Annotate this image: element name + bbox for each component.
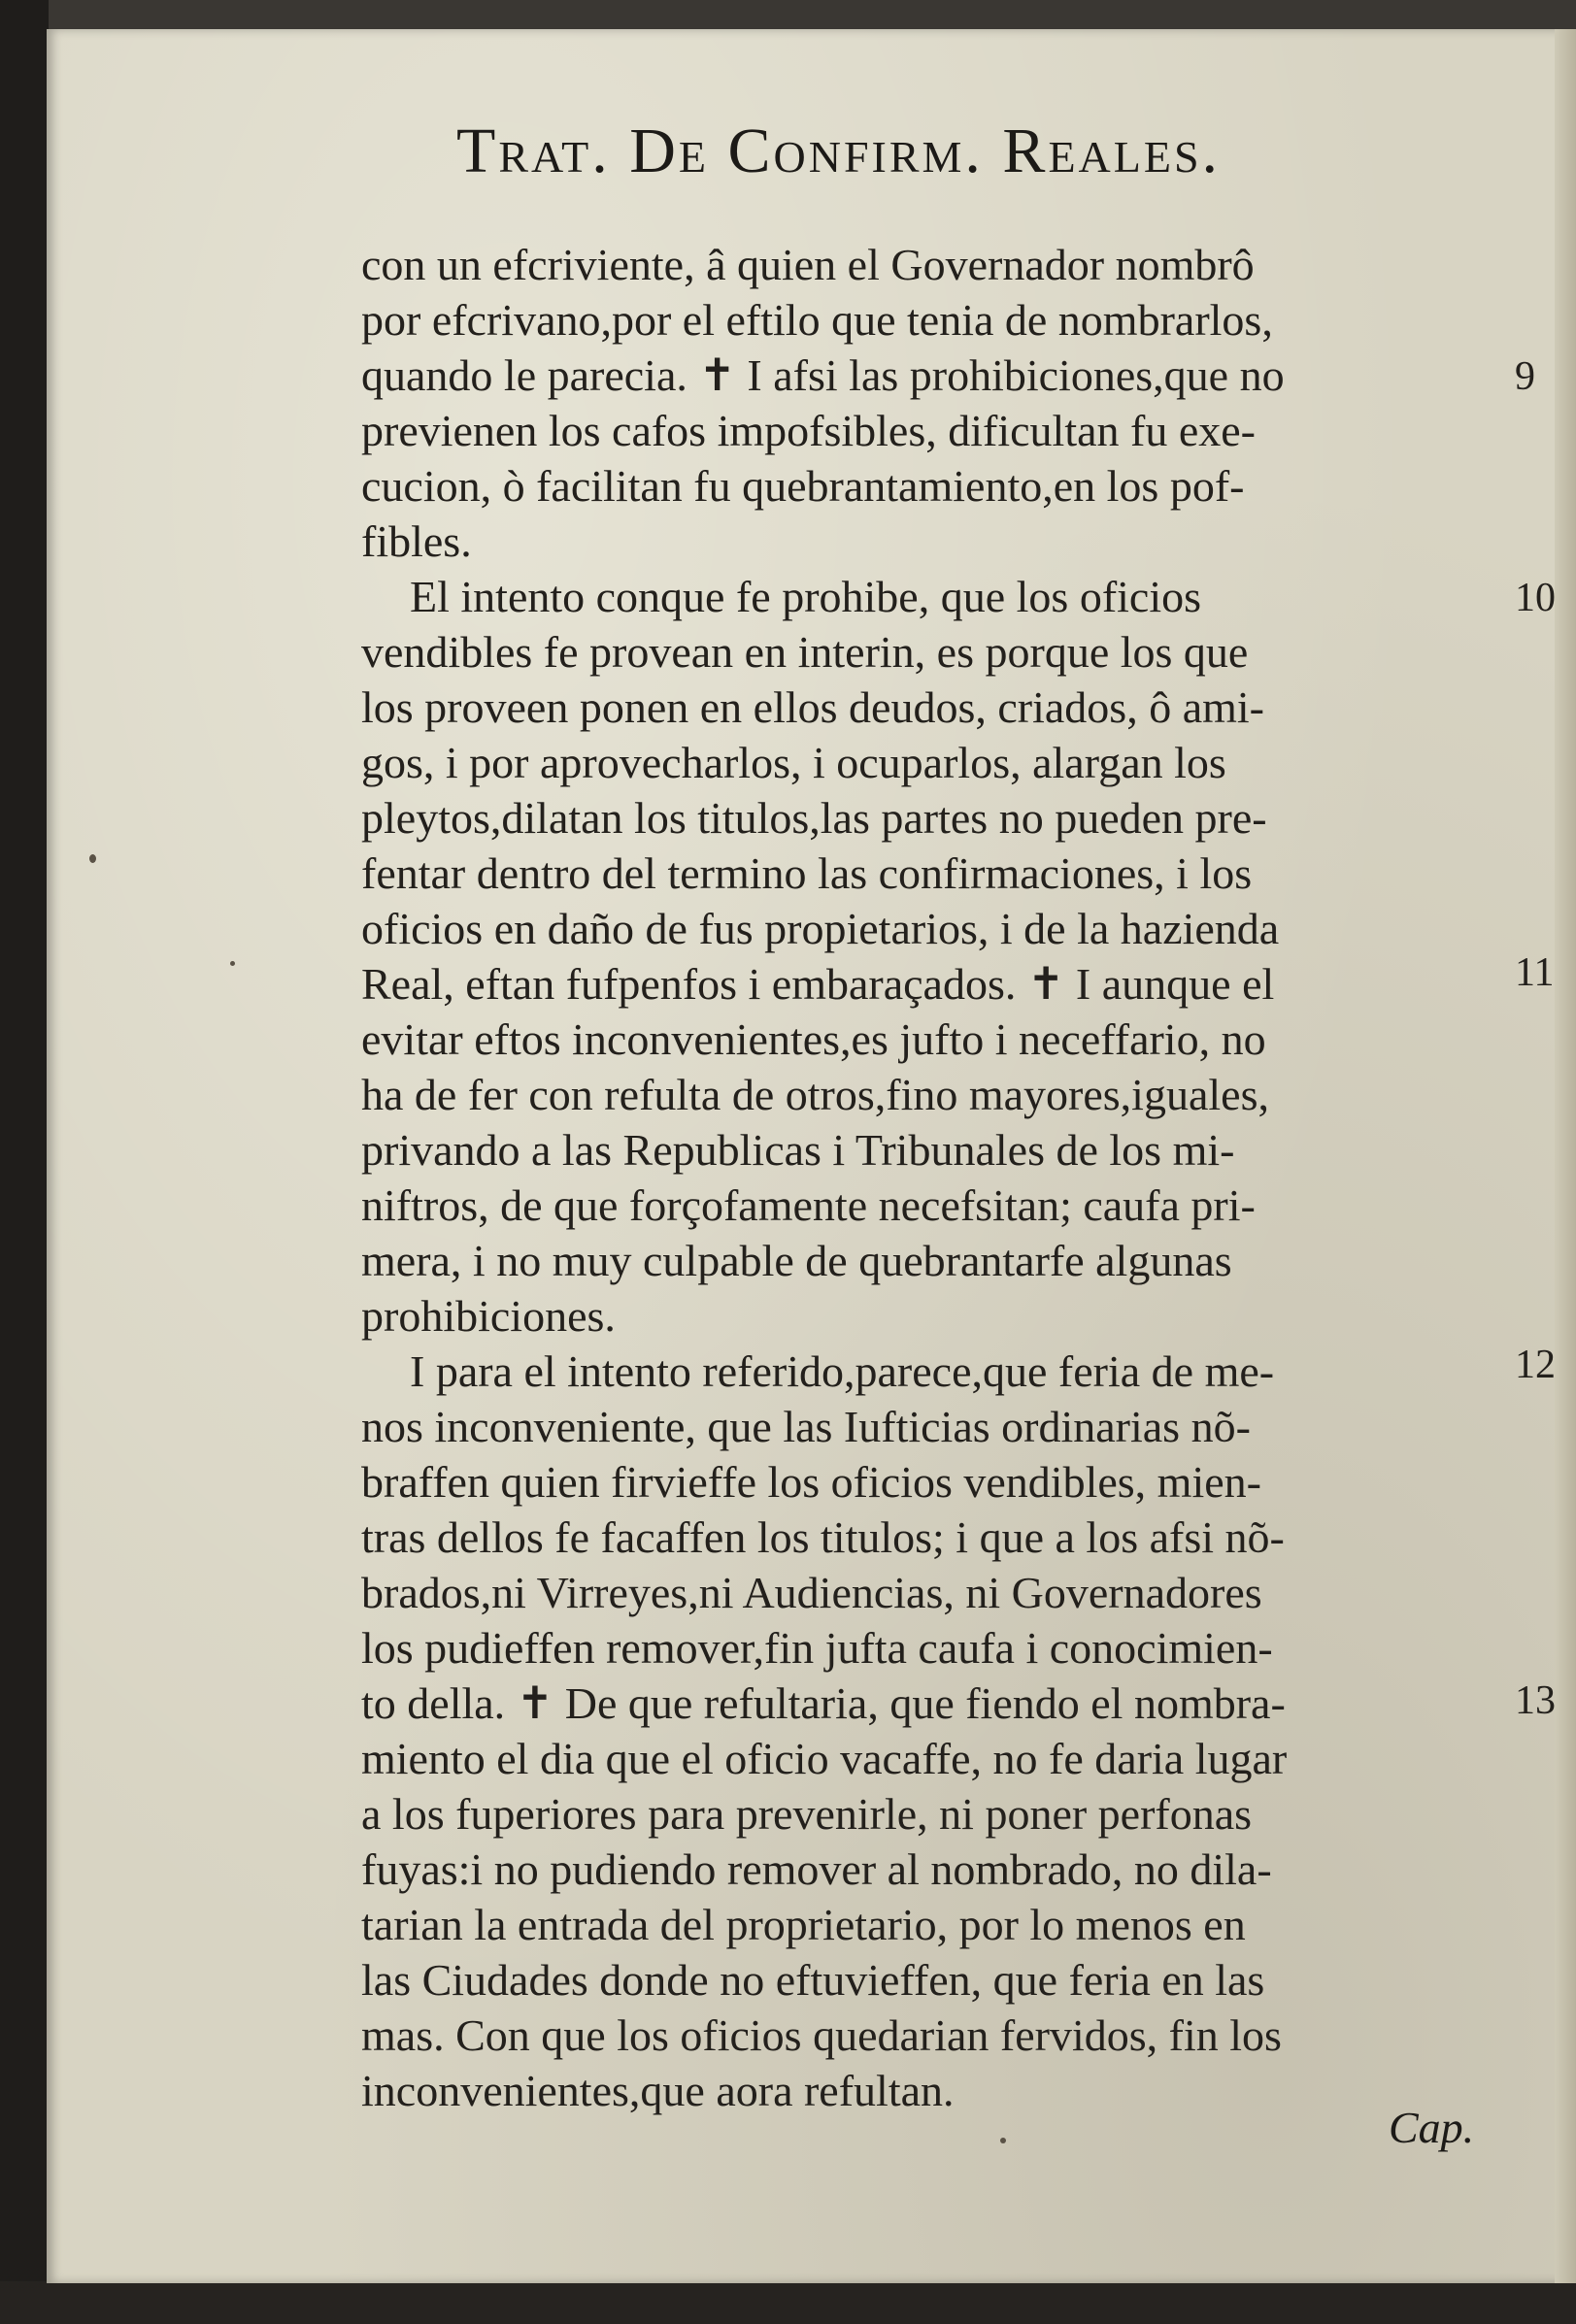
text-line: mera, i no muy culpable de quebrantarfe algunas bbox=[361, 1236, 1232, 1285]
scan-background-bottom bbox=[0, 2281, 1576, 2324]
margin-number: 10 bbox=[1515, 576, 1556, 620]
text-line: vendibles fe provean en interin, es porque los que bbox=[361, 627, 1249, 677]
text-line: ha de fer con refulta de otros,fino mayores,iguales, bbox=[361, 1070, 1269, 1119]
paragraph-start-line: El intento conque fe prohibe, que los oficios bbox=[410, 572, 1202, 621]
text-line: miento el dia que el oficio vacaffe, no fe daria lugar bbox=[361, 1734, 1288, 1783]
text-line: fentar dentro del termino las confirmaciones, i los bbox=[361, 848, 1253, 898]
text-line: a los fuperiores para prevenirle, ni poner perfonas bbox=[361, 1789, 1253, 1839]
text-line: Real, eftan fufpenfos i embaraçados. ✝ I aunque el bbox=[361, 959, 1275, 1009]
text-line: nos inconveniente, que las Iufticias ordinarias nõ- bbox=[361, 1402, 1251, 1451]
ink-speck bbox=[1000, 2138, 1006, 2143]
text-line: inconvenientes,que aora refultan. bbox=[361, 2066, 955, 2115]
scan-background-left bbox=[0, 0, 49, 2324]
margin-number: 9 bbox=[1515, 354, 1535, 399]
text-line: niftros, de que forçofamente necefsitan; caufa pri- bbox=[361, 1180, 1256, 1230]
text-line: fibles. bbox=[361, 516, 472, 566]
text-line: las Ciudades donde no eftuvieffen, que feria en las bbox=[361, 1955, 1265, 2005]
text-line: con un efcriviente, â quien el Governador nombrô bbox=[361, 240, 1255, 289]
text-line: oficios en daño de fus propietarios, i de la hazienda bbox=[361, 904, 1280, 953]
text-line: previenen los cafos impofsibles, dificultan fu exe- bbox=[361, 406, 1256, 455]
catchword: Cap. bbox=[1389, 2103, 1475, 2152]
text-line: los proveen ponen en ellos deudos, criados, ô ami- bbox=[361, 682, 1264, 732]
page-edge bbox=[1555, 29, 1576, 2283]
margin-number: 12 bbox=[1515, 1343, 1556, 1387]
text-line: gos, i por aprovecharlos, i ocuparlos, alargan los bbox=[361, 738, 1226, 787]
text-line: tarian la entrada del proprietario, por lo menos en bbox=[361, 1900, 1246, 1949]
ink-speck bbox=[89, 854, 96, 863]
text-line: brados,ni Virreyes,ni Audiencias, ni Governadores bbox=[361, 1568, 1262, 1617]
text-line: quando le parecia. ✝ I afsi las prohibiciones,que no bbox=[361, 350, 1285, 400]
margin-number: 13 bbox=[1515, 1678, 1556, 1723]
text-line: por efcrivano,por el eftilo que tenia de nombrarlos, bbox=[361, 295, 1273, 345]
text-line: braffen quien firvieffe los oficios vendibles, mien- bbox=[361, 1457, 1261, 1507]
text-line: evitar eftos inconvenientes,es jufto i neceffario, no bbox=[361, 1014, 1266, 1064]
scan-background-top bbox=[0, 0, 1576, 33]
text-line: prohibiciones. bbox=[361, 1291, 616, 1341]
text-line: fuyas:i no pudiendo remover al nombrado, no dila- bbox=[361, 1844, 1272, 1894]
margin-number: 11 bbox=[1515, 950, 1555, 995]
text-line: cucion, ò facilitan fu quebrantamiento,en los pof- bbox=[361, 461, 1245, 511]
body-text bbox=[361, 237, 1488, 2118]
paragraph-start-line: I para el intento referido,parece,que feria de me- bbox=[410, 1346, 1275, 1396]
text-line: to della. ✝ De que refultaria, que fiendo el nombra- bbox=[361, 1678, 1286, 1728]
running-head: Trat. De Confirm. Reales. bbox=[456, 116, 1222, 186]
ink-speck bbox=[230, 961, 235, 966]
text-line: tras dellos fe facaffen los titulos; i que a los afsi nõ- bbox=[361, 1512, 1285, 1562]
text-line: privando a las Republicas i Tribunales de los mi- bbox=[361, 1125, 1235, 1175]
text-line: mas. Con que los oficios quedarian fervidos, fin los bbox=[361, 2010, 1282, 2060]
text-line: los pudieffen remover,fin jufta caufa i conocimien- bbox=[361, 1623, 1273, 1673]
text-line: pleytos,dilatan los titulos,las partes no pueden pre- bbox=[361, 793, 1267, 843]
